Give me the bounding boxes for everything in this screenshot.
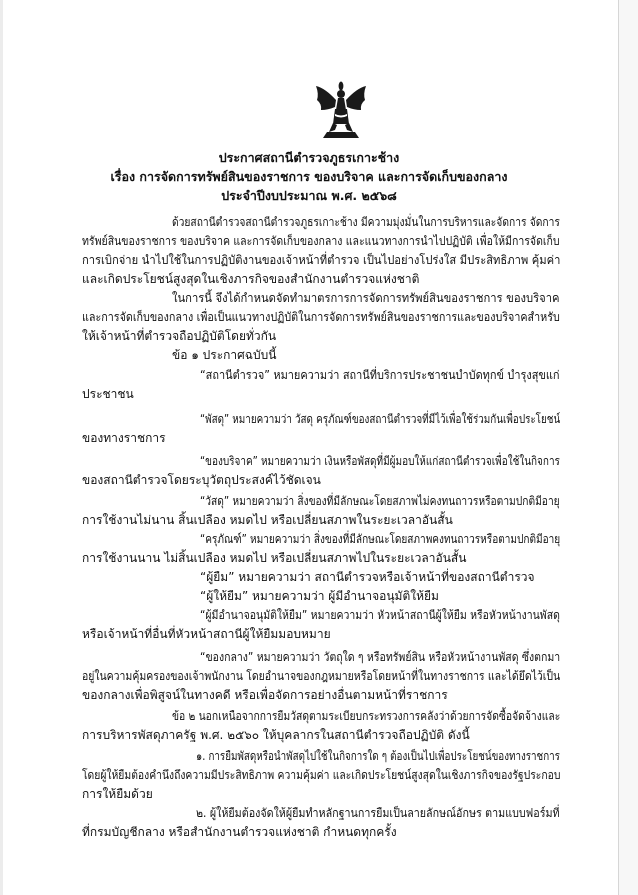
paragraph-1-line-4: และเกิดประโยชน์สูงสุดในเชิงภารกิจของสำนักงานตำรวจแห่งชาติ — [82, 272, 420, 286]
definition-supplies: “พัสดุ” หมายความว่า วัสดุ ครุภัณฑ์ของสถานีตำรวจที่มีไว้เพื่อใช้ร่วมกันเพื่อประโยชน์ — [200, 412, 561, 426]
paragraph-1-line-3: การเบิกจ่าย นำไปใช้ในการปฏิบัติงานของเจ้าหน้าที่ตำรวจ เป็นไปอย่างโปร่งใส มีประสิทธิภาพ คุ้มค่า — [82, 253, 561, 267]
fiscal-year: ประจำปีงบประมาณ พ.ศ. ๒๕๖๘ — [221, 188, 397, 203]
definition-exhibit: “ของกลาง” หมายความว่า วัตถุใด ๆ หรือทรัพย์สิน หรือหัวหน้างานพัสดุ ซึ่งตกมา — [200, 650, 561, 664]
definition-supplies-cont: ของทางราชการ — [82, 431, 166, 445]
definition-approver: “ผู้มีอำนาจอนุมัติให้ยืม” หมายความว่า หัวหน้าสถานีผู้ให้ยืม หรือหัวหน้างานพัสดุ — [200, 608, 560, 622]
clause-2-line-2: การบริหารพัสดุภาครัฐ พ.ศ. ๒๕๖๐ ให้บุคลากรในสถานีตำรวจถือปฏิบัติ ดังนี้ — [82, 728, 470, 742]
rule-1-line-1: ๑. การยืมพัสดุหรือนำพัสดุไปใช้ในกิจการใด ๆ ต้องเป็นไปเพื่อประโยชน์ของทางราชการ — [196, 749, 560, 763]
rule-2-line-2: ที่กรมบัญชีกลาง หรือสำนักงานตำรวจแห่งชาติ กำหนดทุกครั้ง — [82, 825, 397, 839]
definition-equipment-cont: การใช้งานนาน ไม่สิ้นเปลือง หมดไป หรือเปลี่ยนสภาพไปในระยะเวลาอันสั้น — [82, 551, 467, 565]
rule-1-line-3: การให้ยืมด้วย — [82, 787, 153, 801]
definition-materials-cont: การใช้งานไม่นาน สิ้นเปลือง หมดไป หรือเปลี่ยนสภาพในระยะเวลาอันสั้น — [82, 513, 453, 527]
rule-2-line-1: ๒. ผู้ให้ยืมต้องจัดให้ผู้ยืมทำหลักฐานการยืมเป็นลายลักษณ์อักษร ตามแบบฟอร์มที่ — [196, 806, 560, 820]
definition-lender: “ผู้ให้ยืม” หมายความว่า ผู้มีอำนาจอนุมัติให้ยืม — [200, 589, 439, 603]
paragraph-2-line-1: ในการนี้ จึงได้กำหนดจัดทำมาตรการการจัดการทรัพย์สินของราชการ ของบริจาค — [172, 291, 560, 305]
clause-1-heading: ข้อ ๑ ประกาศฉบับนี้ — [172, 348, 277, 362]
definition-materials: “วัสดุ” หมายความว่า สิ่งของที่มีลักษณะโดยสภาพไม่คงทนถาวรหรือตามปกติมีอายุ — [200, 494, 560, 508]
definition-exhibit-cont-1: อยู่ในความคุ้มครองของเจ้าพนักงาน โดยอำนาจของกฎหมายหรือโดยหน้าที่ในทางราชการ และได้ยึดไว้เป็น — [82, 669, 561, 683]
definition-exhibit-cont-2: ของกลางเพื่อพิสูจน์ในทางคดี หรือเพื่อจัดการอย่างอื่นตามหน้าที่ราชการ — [82, 688, 448, 702]
definition-police-station: “สถานีตำรวจ” หมายความว่า สถานีที่บริการประชาชนบำบัดทุกข์ บำรุงสุขแก่ — [200, 368, 560, 382]
paragraph-2-line-3: ให้เจ้าหน้าที่ตำรวจถือปฏิบัติโดยทั่วกัน — [82, 329, 277, 343]
definition-equipment: “ครุภัณฑ์” หมายความว่า สิ่งของที่มีลักษณะโดยสภาพคงทนถาวรหรือตามปกติมีอายุ — [200, 532, 561, 546]
definition-donations-cont: ของสถานีตำรวจโดยระบุวัตถุประสงค์ไว้ชัดเจน — [82, 473, 321, 487]
paragraph-1-line-2: ทรัพย์สินของราชการ ของบริจาค และการจัดเก็บของกลาง และแนวทางการนำไปปฏิบัติ เพื่อให้มีการจัดเก็บ — [82, 234, 560, 248]
definition-police-station-cont: ประชาชน — [82, 387, 134, 401]
announcement-title: ประกาศสถานีตำรวจภูธรเกาะช้าง — [218, 150, 400, 165]
definition-donations: “ของบริจาค” หมายความว่า เงินหรือพัสดุที่มีผู้มอบให้แก่สถานีตำรวจเพื่อใช้ในกิจการ — [200, 454, 560, 468]
paragraph-1-line-1: ด้วยสถานีตำรวจสถานีตำรวจภูธรเกาะช้าง มีความมุ่งมั่นในการบริหารและจัดการ จัดการ — [172, 215, 560, 229]
garuda-emblem-icon — [313, 80, 369, 140]
page-margin-strip — [618, 0, 638, 895]
definition-borrower: “ผู้ยืม” หมายความว่า สถานีตำรวจหรือเจ้าหน้าที่ของสถานีตำรวจ — [200, 570, 535, 584]
definition-approver-cont: หรือเจ้าหน้าที่อื่นที่หัวหน้าสถานีผู้ให้ยืมมอบหมาย — [82, 627, 331, 641]
paragraph-2-line-2: และการจัดเก็บของกลาง เพื่อเป็นแนวทางปฏิบัติในการจัดการทรัพย์สินของราชการและของบริจาคสำหรับ — [82, 310, 560, 324]
rule-1-line-2: โดยผู้ให้ยืมต้องคำนึงถึงความมีประสิทธิภาพ ความคุ้มค่า และเกิดประโยชน์สูงสุดในเชิงภารกิจของรัฐประกอบ — [82, 768, 561, 782]
announcement-subject: เรื่อง การจัดการทรัพย์สินของราชการ ของบริจาค และการจัดเก็บของกลาง — [110, 169, 508, 184]
clause-2-line-1: ข้อ ๒ นอกเหนือจากการยืมวัสดุตามระเบียบกระทรวงการคลังว่าด้วยการจัดซื้อจัดจ้างและ — [172, 709, 561, 723]
